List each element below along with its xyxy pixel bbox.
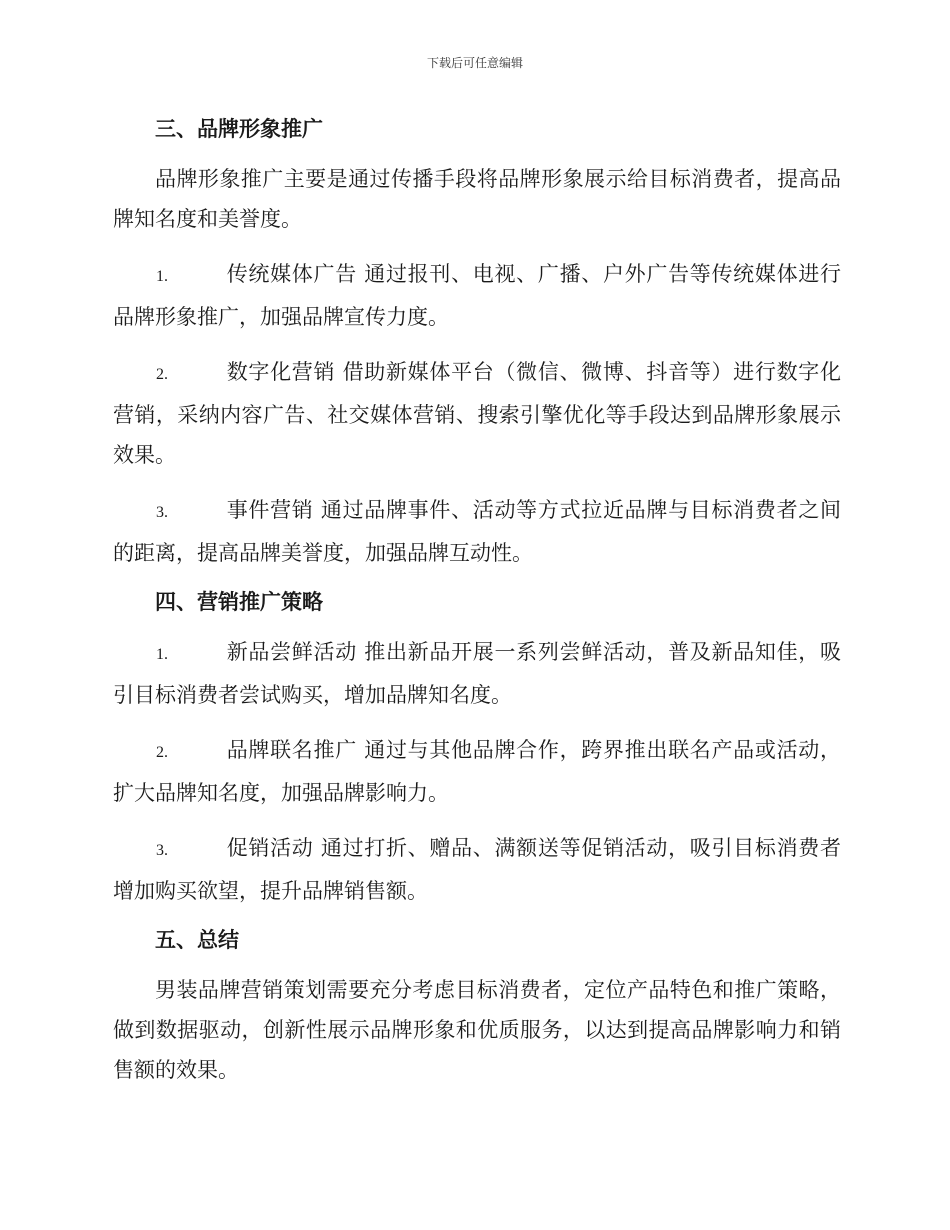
list-item-number: 2. [156, 744, 168, 761]
list-item-text: 数字化营销 借助新媒体平台（微信、微博、抖音等）进行数字化营销，采纳内容广告、社交媒体营销、搜索引擎优化等手段达到品牌形象展示效果。 [113, 360, 841, 467]
list-item-text: 事件营销 通过品牌事件、活动等方式拉近品牌与目标消费者之间的距离，提高品牌美誉度，加强品牌互动性。 [113, 498, 841, 565]
section-heading-marketing-strategy: 四、营销推广策略 [155, 589, 323, 614]
document-body [113, 100, 841, 1090]
section-intro-paragraph: 品牌形象推广主要是通过传播手段将品牌形象展示给目标消费者，提高品牌知名度和美誉度。 [113, 167, 841, 231]
list-item-text: 传统媒体广告 通过报刊、电视、广播、户外广告等传统媒体进行品牌形象推广，加强品牌宣传力度。 [113, 262, 841, 329]
list-item-number: 2. [156, 366, 168, 383]
list-item [113, 828, 841, 911]
list-item-text: 品牌联名推广 通过与其他品牌合作，跨界推出联名产品或活动，扩大品牌知名度，加强品牌影响力。 [113, 738, 841, 805]
list-item [113, 730, 841, 813]
list-item [113, 490, 841, 573]
summary-paragraph: 男装品牌营销策划需要充分考虑目标消费者，定位产品特色和推广策略，做到数据驱动，创新性展示品牌形象和优质服务，以达到提高品牌影响力和销售额的效果。 [113, 978, 841, 1082]
list-item-text: 新品尝鲜活动 推出新品开展一系列尝鲜活动，普及新品知佳，吸引目标消费者尝试购买，增加品牌知名度。 [113, 640, 841, 707]
list-item [113, 352, 841, 475]
list-item [113, 254, 841, 337]
list-item-number: 3. [156, 842, 168, 859]
list-item-number: 1. [156, 268, 168, 285]
page-header-note: 下载后可任意编辑 [426, 56, 523, 70]
section-heading-summary: 五、总结 [155, 927, 239, 952]
list-item-text: 促销活动 通过打折、赠品、满额送等促销活动，吸引目标消费者增加购买欲望，提升品牌销售额。 [113, 836, 841, 903]
section-heading-brand-image: 三、品牌形象推广 [155, 116, 323, 141]
list-item-number: 1. [156, 646, 168, 663]
list-item [113, 632, 841, 715]
list-item-number: 3. [156, 504, 168, 521]
